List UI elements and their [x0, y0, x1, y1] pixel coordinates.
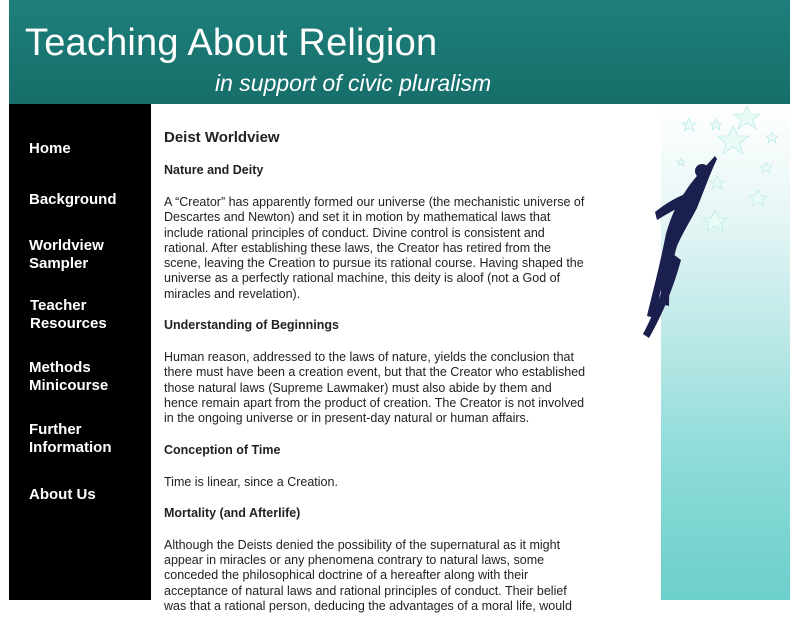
section-text-time: Time is linear, since a Creation. — [164, 474, 338, 489]
section-heading-nature: Nature and Deity — [164, 163, 264, 177]
section-heading-time: Conception of Time — [164, 442, 281, 457]
section-heading-mortality: Mortality (and Afterlife) — [164, 505, 301, 520]
nav-worldview-label-line2: Sampler — [29, 255, 89, 272]
page-title: Deist Worldview — [164, 129, 280, 146]
section-text-nature: A “Creator” has apparently formed our universe (the mechanistic universe of Descartes and Newton) and set it in motion by mathematical laws that include rational principles of conduct. Divine control is consistent and rational. After establishing these laws, the Creator has retired from the scene, leaving the Creation to pursue its rational course. Having shaped the universe as a perfectly rational machine, this deity is aloof (not a God of miracles and revelation). — [164, 195, 585, 301]
nav-further-information[interactable] — [29, 421, 144, 457]
main-content — [151, 104, 661, 614]
nav-home-label: Home — [29, 140, 71, 157]
nav-worldview-sampler[interactable] — [29, 237, 144, 273]
nav-teacher-label-line1: Teacher — [30, 297, 87, 314]
page-margin-left — [0, 0, 9, 600]
nav-background-label: Background — [29, 191, 117, 208]
nav-methods-label-line1: Methods — [29, 359, 91, 376]
nav-teacher-resources[interactable] — [30, 297, 145, 333]
site-header — [9, 0, 790, 104]
nav-further-label-line2: Information — [29, 439, 112, 456]
nav-methods-label-line2: Minicourse — [29, 377, 109, 394]
nav-teacher-label-line2: Resources — [30, 315, 107, 332]
site-subtitle: in support of civic pluralism — [215, 70, 492, 96]
section-text-beginnings: Human reason, addressed to the laws of nature, yields the conclusion that there must have been a creation event, but that the Creator who established those natural laws (Supreme Lawmaker) must also abide by them and hence remain apart from the product of creation. The Creator is not involved in the ongoing universe or in present-day natural or human affairs. — [164, 350, 586, 426]
nav-background[interactable] — [29, 191, 144, 209]
nav-home[interactable] — [29, 140, 144, 158]
sidebar-nav — [9, 104, 151, 600]
nav-about-us[interactable] — [29, 486, 144, 504]
section-text-mortality: Although the Deists denied the possibility of the supernatural as it might appear in miracles or any phenomena contrary to natural laws, some conceded the philosophical doctrine of a hereafter along with their acceptance of natural laws and rational principles of conduct. Their belief was that a rational person, deducing the advantages of a moral life, would — [164, 537, 572, 614]
reaching-figure-with-stars-icon — [661, 104, 790, 600]
nav-further-label-line1: Further — [29, 421, 82, 438]
page-margin-right — [790, 0, 800, 600]
section-heading-beginnings: Understanding of Beginnings — [164, 318, 339, 333]
nav-about-label: About Us — [29, 486, 96, 503]
site-title: Teaching About Religion — [25, 22, 438, 64]
nav-worldview-label-line1: Worldview — [29, 237, 104, 254]
nav-methods-minicourse[interactable] — [29, 359, 144, 395]
